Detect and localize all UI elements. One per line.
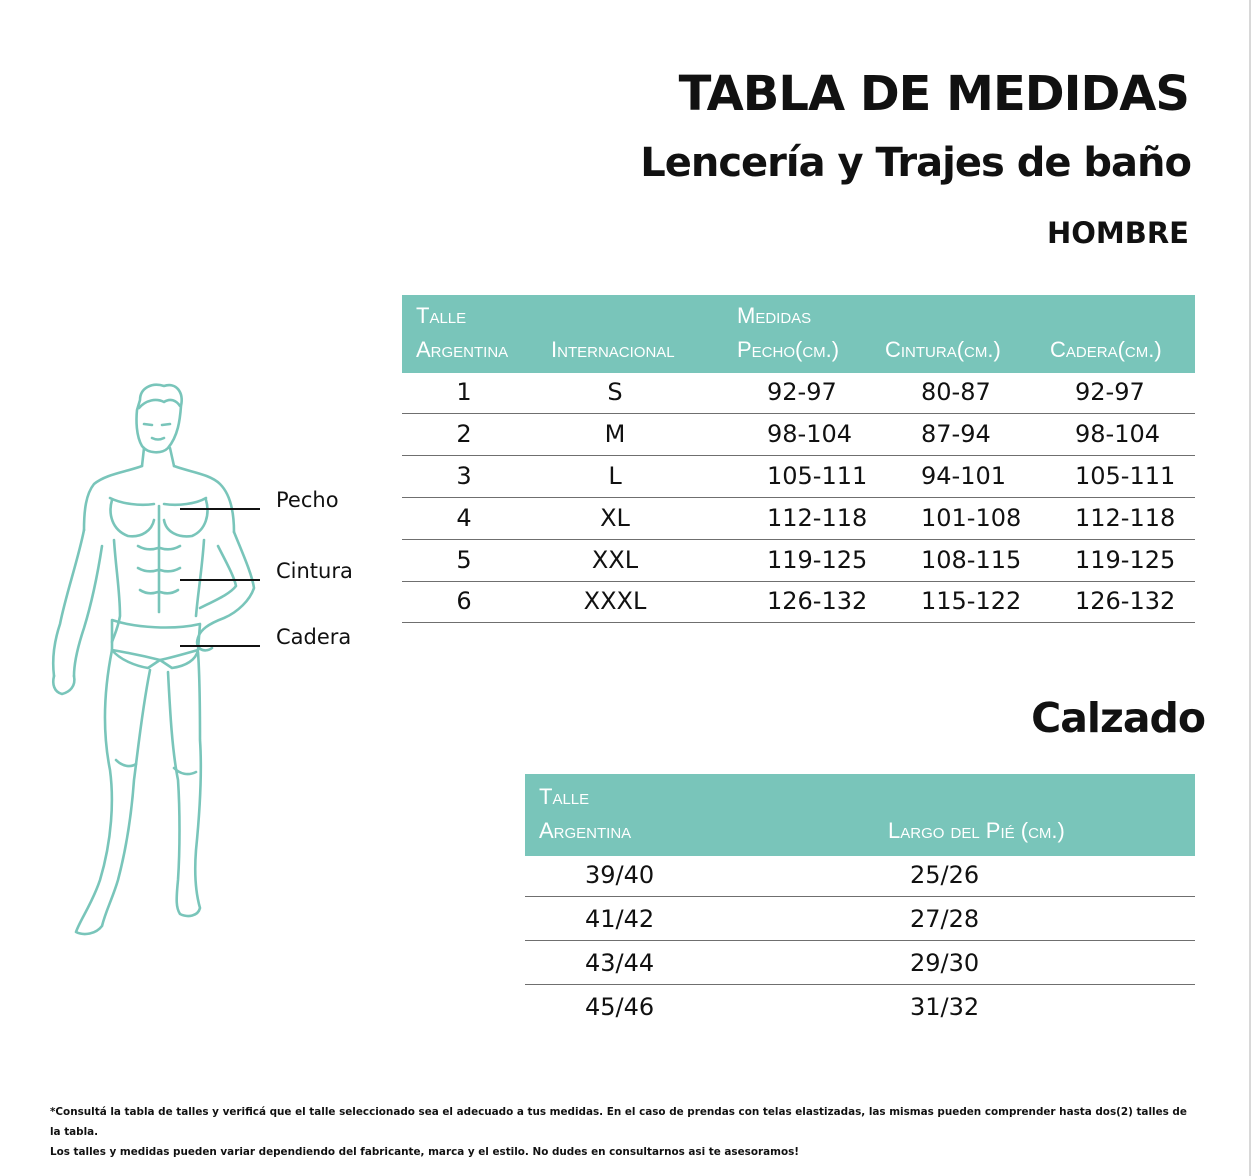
cell-cadera: 98-104 bbox=[1075, 420, 1161, 448]
footnote-line-1: *Consultá la tabla de talles y verificá que el talle seleccionado sea el adecuado a tus medidas. En el caso de prendas con telas elastizadas, las mismas pueden comprender hasta dos(2) talles de la tabla. bbox=[50, 1106, 1187, 1138]
cell-internacional: S bbox=[607, 378, 623, 406]
header-medidas: Medidas bbox=[737, 303, 812, 328]
header-argentina: Argentina bbox=[416, 337, 509, 362]
cell-argentina: 1 bbox=[456, 378, 472, 406]
cadera-leader-line bbox=[180, 645, 260, 647]
header-argentina: Argentina bbox=[539, 818, 632, 843]
cell-internacional: XXL bbox=[591, 546, 639, 574]
footnote-line-2: Los talles y medidas pueden variar dependiendo del fabricante, marca y el estilo. No dudes en consultarnos asi te asesoramos! bbox=[50, 1146, 800, 1158]
table-row bbox=[402, 413, 1195, 456]
cell-pecho: 105-111 bbox=[767, 462, 868, 490]
table-row bbox=[402, 371, 1195, 414]
pecho-leader-line bbox=[180, 508, 260, 510]
header-pecho: Pecho(cm.) bbox=[737, 337, 840, 362]
cell-internacional: L bbox=[608, 462, 622, 490]
cell-largo: 27/28 bbox=[910, 905, 980, 933]
cell-argentina: 2 bbox=[456, 420, 472, 448]
cell-internacional: XL bbox=[600, 504, 630, 532]
cell-talle: 41/42 bbox=[585, 905, 655, 933]
cell-largo: 31/32 bbox=[910, 993, 980, 1021]
cell-cadera: 119-125 bbox=[1075, 546, 1176, 574]
table-row bbox=[402, 539, 1195, 582]
page-title: TABLA DE MEDIDAS bbox=[678, 66, 1189, 122]
header-largo-del-pie: Largo del Pié (cm.) bbox=[888, 818, 1065, 843]
cell-cintura: 108-115 bbox=[921, 546, 1022, 574]
header-talle: Talle bbox=[416, 303, 467, 328]
male-body-outline-icon bbox=[40, 380, 270, 944]
cell-cintura: 80-87 bbox=[921, 378, 991, 406]
cintura-leader-line bbox=[180, 579, 260, 581]
table-row bbox=[525, 986, 1195, 1028]
cell-talle: 45/46 bbox=[585, 993, 655, 1021]
cell-argentina: 5 bbox=[456, 546, 472, 574]
cell-internacional: XXXL bbox=[583, 587, 647, 615]
cell-largo: 29/30 bbox=[910, 949, 980, 977]
table-row bbox=[525, 898, 1195, 941]
table-row bbox=[525, 854, 1195, 897]
table-row bbox=[525, 942, 1195, 985]
header-cintura: Cintura(cm.) bbox=[885, 337, 1001, 362]
cell-pecho: 98-104 bbox=[767, 420, 853, 448]
cell-pecho: 126-132 bbox=[767, 587, 868, 615]
cell-cintura: 101-108 bbox=[921, 504, 1022, 532]
header-cadera: Cadera(cm.) bbox=[1050, 337, 1162, 362]
cell-argentina: 4 bbox=[456, 504, 472, 532]
calzado-table-header bbox=[525, 774, 1195, 856]
size-table-header bbox=[402, 295, 1195, 373]
cell-largo: 25/26 bbox=[910, 861, 980, 889]
cell-internacional: M bbox=[604, 420, 626, 448]
cell-cadera: 105-111 bbox=[1075, 462, 1176, 490]
table-row bbox=[402, 580, 1195, 623]
cell-cintura: 94-101 bbox=[921, 462, 1007, 490]
cintura-label: Cintura bbox=[276, 559, 353, 583]
header-talle: Talle bbox=[539, 784, 590, 809]
table-row bbox=[402, 497, 1195, 540]
cell-pecho: 119-125 bbox=[767, 546, 868, 574]
footnote bbox=[50, 1102, 1200, 1162]
table-row bbox=[402, 455, 1195, 498]
cell-talle: 43/44 bbox=[585, 949, 655, 977]
cell-cadera: 92-97 bbox=[1075, 378, 1145, 406]
cell-argentina: 3 bbox=[456, 462, 472, 490]
cell-pecho: 112-118 bbox=[767, 504, 868, 532]
calzado-title: Calzado bbox=[1031, 694, 1205, 742]
pecho-label: Pecho bbox=[276, 488, 339, 512]
cell-talle: 39/40 bbox=[585, 861, 655, 889]
cell-cintura: 87-94 bbox=[921, 420, 991, 448]
cell-cadera: 112-118 bbox=[1075, 504, 1176, 532]
page-subtitle: Lencería y Trajes de baño bbox=[640, 140, 1191, 186]
header-internacional: Internacional bbox=[551, 337, 675, 362]
cadera-label: Cadera bbox=[276, 625, 352, 649]
cell-pecho: 92-97 bbox=[767, 378, 837, 406]
gender-label: HOMBRE bbox=[1046, 216, 1189, 250]
cell-cadera: 126-132 bbox=[1075, 587, 1176, 615]
cell-cintura: 115-122 bbox=[921, 587, 1022, 615]
cell-argentina: 6 bbox=[456, 587, 472, 615]
